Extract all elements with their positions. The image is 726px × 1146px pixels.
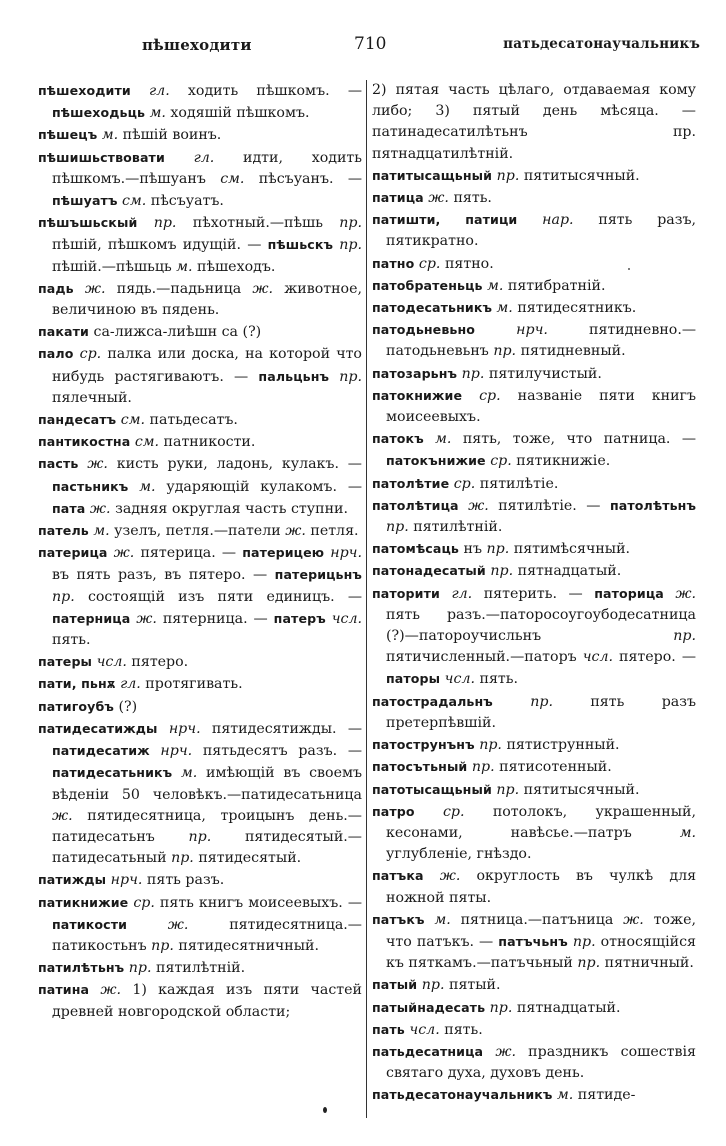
dictionary-entry: пѣшеходити гл. ходить пѣшкомъ. — пѣшеходьць м. ходяшій пѣшкомъ. xyxy=(38,83,362,122)
dictionary-entry: пантикостна см. патникости. xyxy=(38,434,256,451)
dictionary-entry: патосътьный пр. пятисотенный. xyxy=(372,759,612,776)
dictionary-entry: патострадальнъ пр. пять разъ претерпѣвшій. xyxy=(372,693,697,731)
dictionary-entry: патикнижие ср. пять книгъ моисеевыхъ. — патикости ж. пятидесятница.—патикостьнъ пр. пятидесятничный. xyxy=(38,894,363,954)
dictionary-entry: пѣшъшьскый пр. пѣхотный.—пѣшь пр. пѣшій, пѣшкомъ идущій. — пѣшьскъ пр. пѣшій.—пѣшьць м. пѣшеходъ. xyxy=(38,215,363,275)
dictionary-entry: патолѣтица ж. пятилѣтіе. — патолѣтьнъ пр. пятилѣтній. xyxy=(372,497,697,536)
dictionary-entry: патодьневьно нрч. пятидневно.—патодьневьнъ пр. пятидневный. xyxy=(372,322,697,360)
dictionary-entry: пати, пьнѫ гл. протягивать. xyxy=(38,676,243,693)
dictionary-entry: патодесатьникъ м. пятидесятникъ. xyxy=(372,300,637,317)
dictionary-entry: патро ср. потолокъ, украшенный, кесонами, навѣсье.—патръ м. углубленіе, гнѣздо. xyxy=(372,803,697,863)
column-divider xyxy=(366,80,367,1118)
dictionary-entry: пѣшишьствовати гл. идти, ходить пѣшкомъ.—пѣшуанъ см. пѣсъуанъ. —пѣшуатъ см. пѣсъуатъ. xyxy=(38,149,363,210)
dictionary-entry: патолѣтие ср. пятилѣтіе. xyxy=(372,475,559,492)
ink-dot xyxy=(323,1107,327,1113)
dictionary-entry: патозарьнъ пр. пятилучистый. xyxy=(372,365,602,382)
dictionary-entry: пасть ж. кисть руки, ладонь, кулакъ. —пастьникъ м. ударяющій кулакомъ. — пата ж. задняя округлая часть ступни. xyxy=(38,456,362,517)
dictionary-entry: пандесатъ см. патьдесатъ. xyxy=(38,412,238,429)
dictionary-entry: патонадесатый пр. пятнадцатый. xyxy=(372,563,622,580)
dictionary-entry: патель м. узелъ, петля.—патели ж. петля. xyxy=(38,523,359,540)
running-head-left: пѣшеходити xyxy=(142,36,252,54)
dictionary-entry: патъкъ м. пятница.—патъница ж. тоже, что патъкъ. — патъчьнъ пр. относящійся къ пяткамъ.—патъчьный пр. пятничный. xyxy=(372,911,697,972)
dictionary-entry: пать чсл. пять. xyxy=(372,1021,483,1038)
dictionary-entry: патомѣсаць нъ пр. пятимѣсячный. xyxy=(372,541,631,558)
dictionary-entry: пало ср. палка или доска, на которой что нибудь растягиваютъ. — пальцьнъ пр. пялечный. xyxy=(38,346,363,406)
dictionary-entry: патокнижие ср. названіе пяти книгъ моисеевыхъ. xyxy=(372,387,697,426)
page-header xyxy=(44,36,700,60)
dictionary-entry: патишти, патици нар. пять разъ, пятикратно. xyxy=(372,212,697,250)
dictionary-entry: патижды нрч. пять разъ. xyxy=(38,872,225,889)
dictionary-entry: патострунънъ пр. пятиструнный. xyxy=(372,737,620,754)
dictionary-entry: патеры чсл. пятеро. xyxy=(38,654,189,671)
running-head-right: патьдесатонаучальникъ xyxy=(503,36,700,52)
dictionary-entry: патитысащьный пр. пятитысячный. xyxy=(372,167,640,184)
dictionary-entry: патый пр. пятый. xyxy=(372,977,501,994)
left-column xyxy=(38,80,362,1023)
dictionary-entry: патигоубъ (?) xyxy=(38,698,138,715)
dictionary-entry: падь ж. пядь.—падьница ж. животное, величиною въ пядень. xyxy=(38,280,362,319)
dictionary-entry: патица ж. пять. xyxy=(372,190,492,207)
dictionary-entry: 2) пятая часть цѣлаго, отдаваемая кому либо; 3) пятый день мѣсяца. —патинадесатилѣтьнъ пр. пятнадцатилѣтній. xyxy=(372,82,696,162)
dictionary-entry: патыйнадесать пр. пятнадцатый. xyxy=(372,999,621,1016)
right-column xyxy=(372,80,696,1107)
dictionary-entry: патерица ж. пятерица. — патерицею нрч. въ пять разъ, въ пятеро. — патерицьнъ пр. состоящій изъ пяти единицъ. — патерница ж. пятерница. — патеръ чсл. пять. xyxy=(38,545,363,649)
dictionary-entry: патно ср. пятно. xyxy=(372,255,494,272)
dictionary-entry: паторити гл. пятерить. — паторица ж. пять разъ.—паторосоугоубодесатница (?)—патороучисльнъ пр. пятичисленный.—паторъ чсл. пятеро. —паторы чсл. пять. xyxy=(372,585,697,688)
dictionary-entry: патъка ж. округлость въ чулкѣ для ножной пяты. xyxy=(372,868,697,906)
dictionary-entry: патобратеньць м. пятибратній. xyxy=(372,277,606,294)
dictionary-entry: патилѣтьнъ пр. пятилѣтній. xyxy=(38,960,246,977)
ink-speck xyxy=(628,268,630,270)
dictionary-entry: патидесатижды нрч. пятидесятижды. — патидесатиж нрч. пятьдесятъ разъ. — патидесатьникъ м. имѣющій въ своемъ вѣденіи 50 человѣкъ.—патидесатьница ж. пятидесятница, троицынъ день.—патидесатьнъ пр. пятидесятый.—патидесатьный пр. пятидесятый. xyxy=(38,720,363,867)
dictionary-entry: патьдесатница ж. праздникъ сошествія святаго духа, духовъ день. xyxy=(372,1043,696,1082)
dictionary-entry: патокъ м. пять, тоже, что патница. —патокънижие ср. пятикнижіе. xyxy=(372,431,696,470)
dictionary-entry: патьдесатонаучальникъ м. пятиде- xyxy=(372,1087,636,1104)
dictionary-entry: патина ж. 1) каждая изъ пяти частей древней новгородской области; xyxy=(38,982,362,1020)
page-number: 710 xyxy=(354,34,387,54)
dictionary-entry: пакати са-лижса-лиѣшн са (?) xyxy=(38,324,262,341)
dictionary-entry: патотысащьный пр. пятитысячный. xyxy=(372,781,640,798)
dictionary-entry: пѣшецъ м. пѣшій воинъ. xyxy=(38,127,222,144)
